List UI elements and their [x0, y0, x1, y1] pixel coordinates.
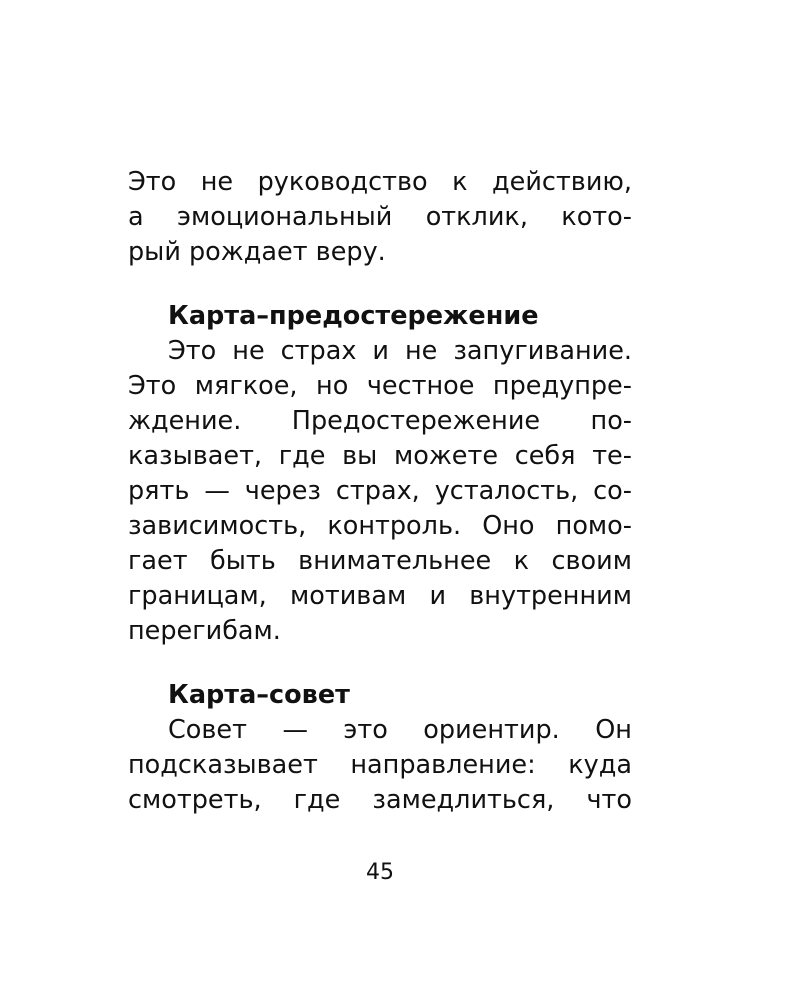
word: к	[513, 546, 530, 576]
text-line	[128, 334, 632, 369]
word: что	[586, 785, 632, 815]
word: страх	[280, 336, 357, 366]
section-heading-warning-card: Карта–предостережение	[168, 301, 539, 331]
page-body	[128, 165, 632, 818]
text-line	[128, 713, 632, 748]
word: внимательнее	[298, 546, 492, 576]
paragraph-warning-card	[128, 334, 632, 649]
word: мотивам	[290, 581, 407, 611]
word: рять	[128, 476, 190, 506]
word: границам,	[128, 581, 267, 611]
word: помо-	[555, 511, 632, 541]
word: направление:	[350, 750, 536, 780]
word: замедлиться,	[372, 785, 555, 815]
word: со-	[593, 476, 632, 506]
word: Совет	[168, 715, 247, 745]
text-line	[128, 544, 632, 579]
page-number: 45	[366, 860, 394, 885]
word: гает	[128, 546, 188, 576]
word: не	[405, 336, 438, 366]
word: контроль.	[327, 511, 462, 541]
text-line	[128, 509, 632, 544]
paragraph-gap	[128, 649, 632, 678]
text-line	[128, 200, 632, 235]
word: куда	[568, 750, 632, 780]
word: Он	[595, 715, 632, 745]
word: но	[316, 371, 349, 401]
word: Оно	[482, 511, 535, 541]
word: эмоциональный	[176, 202, 393, 232]
word: можете	[393, 441, 499, 471]
word: быть	[210, 546, 276, 576]
text-line: рый рождает веру.	[128, 237, 386, 267]
word: ждение.	[128, 406, 242, 436]
word: себя	[514, 441, 576, 471]
word: где	[293, 785, 341, 815]
word: Это	[168, 336, 217, 366]
word: по-	[590, 406, 632, 436]
word: казывает,	[128, 441, 263, 471]
word: —	[204, 476, 230, 506]
word: усталость,	[434, 476, 579, 506]
word: не	[232, 336, 265, 366]
text-line: перегибам.	[128, 616, 281, 646]
word: и	[372, 336, 389, 366]
word: вы	[342, 441, 378, 471]
text-line	[128, 748, 632, 783]
word: мягкое,	[194, 371, 298, 401]
word: внутренним	[469, 581, 632, 611]
word: —	[282, 715, 308, 745]
text-line	[128, 579, 632, 614]
word: зависимость,	[128, 511, 307, 541]
text-line	[128, 439, 632, 474]
text-line	[128, 165, 632, 200]
word: через	[244, 476, 321, 506]
word: не	[200, 167, 234, 197]
text-line	[128, 474, 632, 509]
word: страх,	[335, 476, 420, 506]
word: где	[278, 441, 326, 471]
word: действию,	[492, 167, 632, 197]
word: предупре-	[492, 371, 632, 401]
word: отклик,	[425, 202, 528, 232]
word: и	[429, 581, 447, 611]
word: своим	[551, 546, 632, 576]
word: те-	[592, 441, 632, 471]
word: Предостережение	[291, 406, 541, 436]
word: запугивание.	[453, 336, 632, 366]
word: а	[128, 202, 144, 232]
word: к	[452, 167, 468, 197]
text-line	[128, 369, 632, 404]
paragraph-advice-card	[128, 713, 632, 818]
word: ориентир.	[423, 715, 560, 745]
word: смотреть,	[128, 785, 262, 815]
text-line	[128, 783, 632, 818]
word: это	[343, 715, 388, 745]
word: Это	[128, 167, 177, 197]
word: честное	[366, 371, 475, 401]
word: кото-	[561, 202, 632, 232]
word: Это	[128, 371, 177, 401]
paragraph-gap	[128, 270, 632, 299]
word: руководство	[257, 167, 428, 197]
section-heading-advice-card: Карта–совет	[168, 680, 350, 710]
paragraph-intro	[128, 165, 632, 270]
text-line	[128, 404, 632, 439]
word: подсказывает	[128, 750, 318, 780]
